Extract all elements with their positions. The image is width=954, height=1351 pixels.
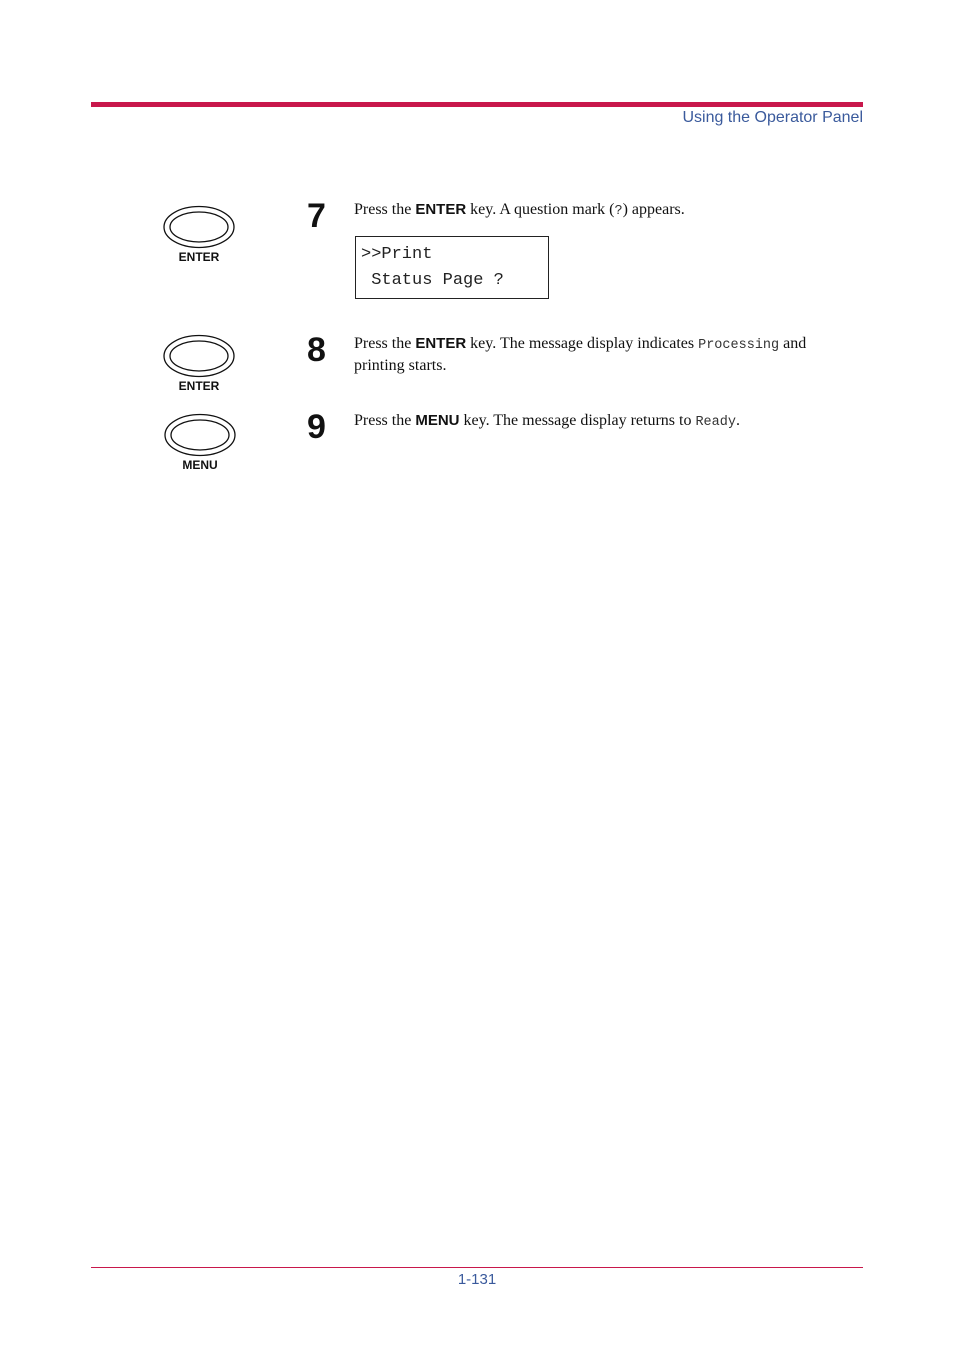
code-text: Processing [698, 338, 780, 353]
step-number: 7 [307, 197, 326, 235]
step-text-part: key. The message display returns to [459, 412, 696, 429]
key-label: ENTER [178, 379, 220, 393]
display-line-2: Status Page ? [361, 271, 504, 290]
step-text-part: Press the [354, 335, 416, 352]
page-number: 1-131 [457, 1271, 497, 1288]
step-text-part: Press the [354, 412, 416, 429]
step-text-part: . [735, 412, 740, 429]
enter-key-illustration [162, 334, 236, 393]
enter-key-icon [162, 205, 236, 249]
enter-key-illustration [162, 205, 236, 264]
menu-key-illustration [163, 413, 237, 472]
step-text [354, 200, 854, 222]
message-display [355, 236, 549, 299]
step-text-part: key. A question mark ( [466, 201, 615, 218]
menu-key-icon [163, 413, 237, 457]
step-text-part: ) appears. [622, 201, 685, 218]
step-text-part: Press the [354, 201, 416, 218]
enter-key-icon [162, 334, 236, 378]
key-label: MENU [182, 458, 218, 472]
step-text [354, 411, 854, 433]
key-name: ENTER [415, 335, 467, 352]
code-text: ? [614, 204, 623, 219]
step-number: 8 [307, 331, 326, 369]
key-label: ENTER [178, 250, 220, 264]
key-name: MENU [415, 412, 460, 429]
header-rule [91, 102, 863, 107]
display-line-1: >>Print [361, 245, 433, 264]
footer-rule [91, 1267, 863, 1268]
section-title: Using the Operator Panel [682, 109, 863, 126]
step-number: 9 [307, 408, 326, 446]
step-text-part: and printing starts. [354, 335, 807, 374]
step-text [354, 334, 854, 376]
key-name: ENTER [415, 201, 467, 218]
code-text: Ready [695, 415, 736, 430]
step-text-part: key. The message display indicates [466, 335, 699, 352]
